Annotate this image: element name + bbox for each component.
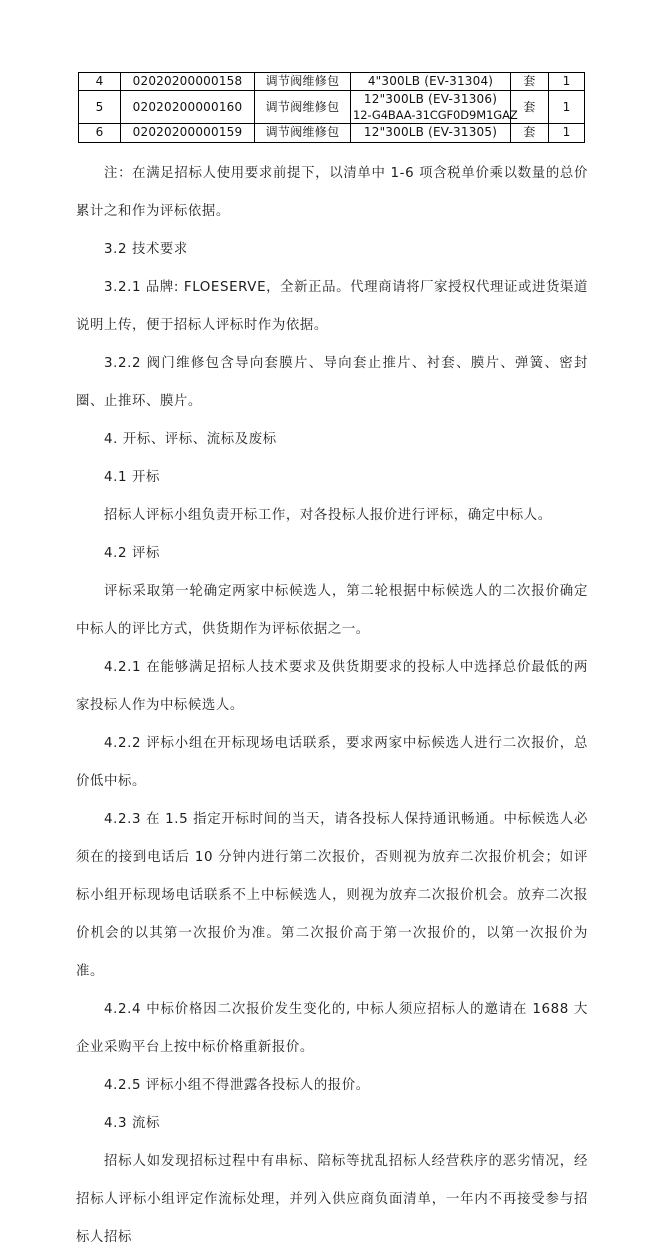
table-row [79,124,585,142]
section-4-3-body: 招标人如发现招标过程中有串标、陪标等扰乱招标人经营秩序的恶劣情况，经招标人评标小组评定作流标处理，并列入供应商负面清单，一年内不再接受参与招标人招标 [76,1154,588,1245]
section-3-2-1-brand: 3.2.1 品牌: FLOESERVE，全新正品。代理商请将厂家授权代理证或进货渠道说明上传，便于招标人评标时作为依据。 [76,280,588,333]
cell-specification [351,91,518,124]
section-4-2-body: 评标采取第一轮确定两家中标候选人，第二轮根据中标候选人的二次报价确定中标人的评比方式，供货期作为评标依据之一。 [76,584,588,637]
section-heading-4-3: 4.3 流标 [104,1116,160,1131]
cell-unit: 套 [511,124,549,142]
cell-quantity: 1 [549,124,585,142]
section-3-2-2-contents: 3.2.2 阀门维修包含导向套膜片、导向套止推片、衬套、膜片、弹簧、密封圈、止推环、膜片。 [76,356,588,409]
specification-table-container [78,72,584,143]
section-4-2-1: 4.2.1 在能够满足招标人技术要求及供货期要求的投标人中选择总价最低的两家投标人作为中标候选人。 [76,660,588,713]
specification-line-secondary: 12-G4BAA-31CGF0D9M1GAZ [353,107,518,122]
specification-table [78,72,585,143]
cell-unit: 套 [511,91,549,124]
cell-quantity: 1 [549,73,585,91]
cell-material-name: 调节阀维修包 [255,124,351,142]
cell-material-code: 02020200000159 [121,124,255,142]
cell-item-no: 5 [79,91,121,124]
cell-material-code: 02020200000160 [121,91,255,124]
section-4-2-4: 4.2.4 中标价格因二次报价发生变化的, 中标人须应招标人的邀请在 1688 大企业采购平台上按中标价格重新报价。 [76,1002,588,1055]
cell-quantity: 1 [549,91,585,124]
table-note: 注：在满足招标人使用要求前提下，以清单中 1-6 项含税单价乘以数量的总价累计之和作为评标依据。 [76,166,588,219]
cell-material-name: 调节阀维修包 [255,73,351,91]
cell-item-no: 6 [79,124,121,142]
cell-specification: 4"300LB (EV-31304) [351,73,511,91]
cell-item-no: 4 [79,73,121,91]
table-row [79,91,585,124]
section-4-2-2: 4.2.2 评标小组在开标现场电话联系，要求两家中标候选人进行二次报价，总价低中标。 [76,736,588,789]
section-heading-4: 4. 开标、评标、流标及废标 [104,432,277,447]
document-body [76,155,588,1257]
cell-unit: 套 [511,73,549,91]
specification-line-primary: 12"300LB (EV-31306) [363,92,498,107]
section-4-2-3: 4.2.3 在 1.5 指定开标时间的当天，请各投标人保持通讯畅通。中标候选人必须在的接到电话后 10 分钟内进行第二次报价，否则视为放弃二次报价机会；如评标小组开标现场电话联系不上中标候选人，则视为放弃二次报价机会。放弃二次报价机会的以其第一次报价为准。第二次报价高于第一次报价的，以第一次报价为准。 [76,812,588,979]
section-4-2-5: 4.2.5 评标小组不得泄露各投标人的报价。 [104,1078,370,1093]
section-heading-3-2: 3.2 技术要求 [104,242,188,257]
cell-material-name: 调节阀维修包 [255,91,351,124]
section-4-1-body: 招标人评标小组负责开标工作，对各投标人报价进行评标，确定中标人。 [104,508,552,523]
cell-specification: 12"300LB (EV-31305) [351,124,511,142]
section-heading-4-1: 4.1 开标 [104,470,160,485]
cell-material-code: 02020200000158 [121,73,255,91]
section-heading-4-2: 4.2 评标 [104,546,160,561]
table-row [79,73,585,91]
